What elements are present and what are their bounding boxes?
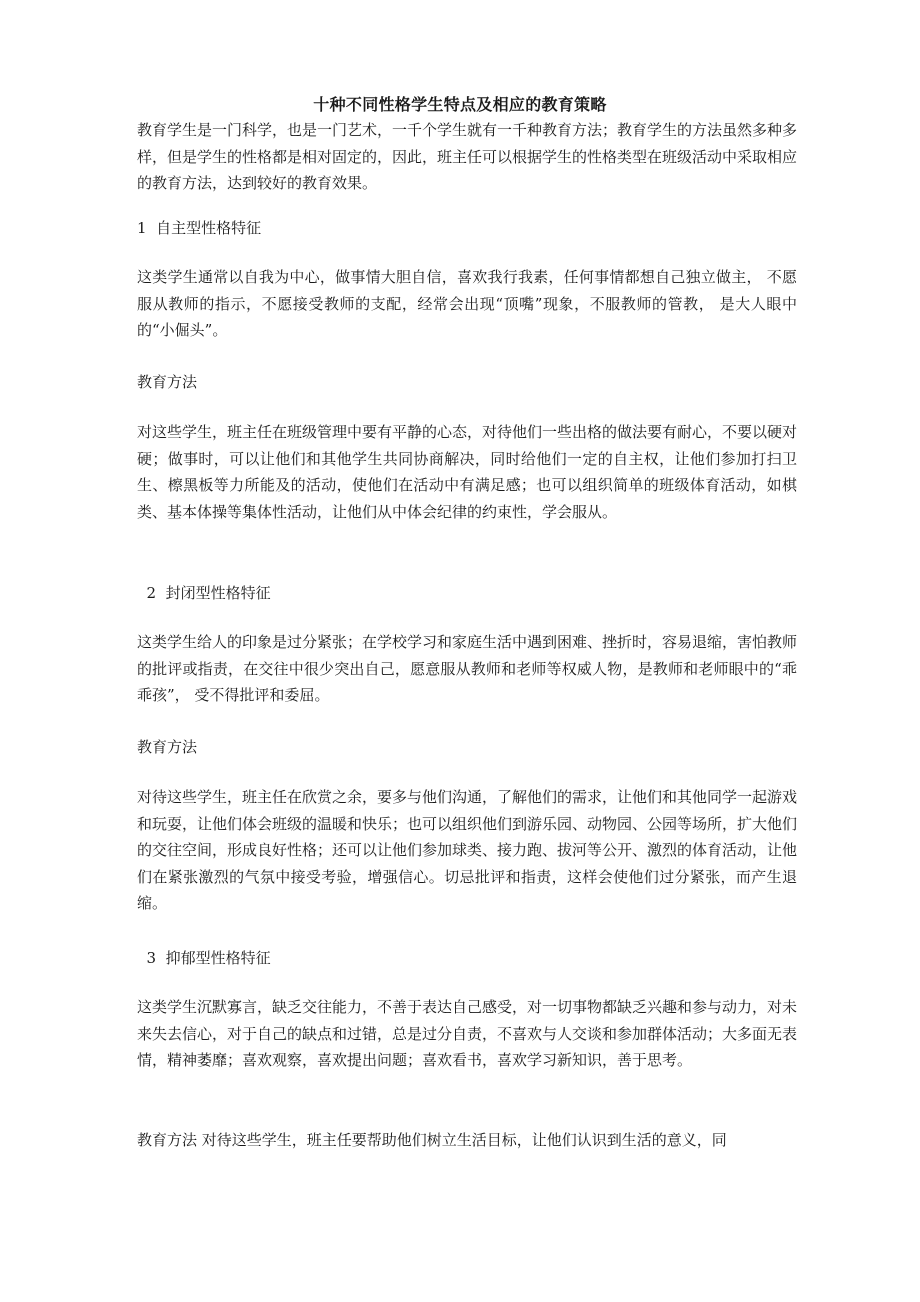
intro-paragraph: 教育学生是一门科学，也是一门艺术，一千个学生就有一千种教育方法；教育学生的方法虽然多种多样，但是学生的性格都是相对固定的，因此，班主任可以根据学生的性格类型在班级活动中采取相应的教育方法，达到较好的教育效果。 [137,121,798,192]
section-1-heading: 1 自主型性格特征 [137,219,262,237]
section-2-method: 对待这些学生，班主任在欣赏之余，要多与他们沟通，了解他们的需求，让他们和其他同学一起游戏和玩耍，让他们体会班级的温暖和快乐；也可以组织他们到游乐园、动物园、公园等场所，扩大他们的交往空间，形成良好性格；还可以让他们参加球类、接力跑、拔河等公开、激烈的体育活动，让他们在紧张激烈的气氛中接受考验，增强信心。切忌批评和指责，这样会使他们过分紧张，而产生退缩。 [137,788,798,912]
section-2-heading: 2 封闭型性格特征 [137,584,271,602]
section-1-method: 对这些学生，班主任在班级管理中要有平静的心态，对待他们一些出格的做法要有耐心，不要以硬对硬；做事时，可以让他们和其他学生共同协商解决，同时给他们一定的自主权，让他们参加打扫卫生、檫黑板等力所能及的活动，使他们在活动中有满足感；也可以组织简单的班级体育活动，如棋类、基本体操等集体性活动，让他们从中体会纪律的约束性，学会服从。 [137,423,798,521]
section-3-description: 这类学生沉默寡言，缺乏交往能力，不善于表达自己感受，对一切事物都缺乏兴趣和参与动力，对未来失去信心，对于自己的缺点和过错，总是过分自责，不喜欢与人交谈和参加群体活动；大多面无表情，精神萎靡；喜欢观察，喜欢提出问题；喜欢看书，喜欢学习新知识，善于思考。 [137,998,798,1069]
section-2-method-label: 教育方法 [137,738,198,756]
document-title: 十种不同性格学生特点及相应的教育策略 [313,95,607,114]
section-2-description: 这类学生给人的印象是过分紧张；在学校学习和家庭生活中遇到困难、挫折时，容易退缩，害怕教师的批评或指责，在交往中很少突出自己，愿意服从教师和老师等权威人物，是教师和老师眼中的“乖乖孩”， 受不得批评和委屈。 [137,633,798,704]
section-1-description: 这类学生通常以自我为中心，做事情大胆自信，喜欢我行我素，任何事情都想自己独立做主， 不愿服从教师的指示，不愿接受教师的支配，经常会出现“顶嘴”现象，不服教师的管教， 是大人眼中的“小倔头”。 [137,268,797,339]
section-3-heading: 3 抑郁型性格特征 [137,949,271,967]
section-3-method: 教育方法 对待这些学生，班主任要帮助他们树立生活目标，让他们认识到生活的意义，同 [137,1131,727,1149]
section-1-method-label: 教育方法 [137,373,198,391]
